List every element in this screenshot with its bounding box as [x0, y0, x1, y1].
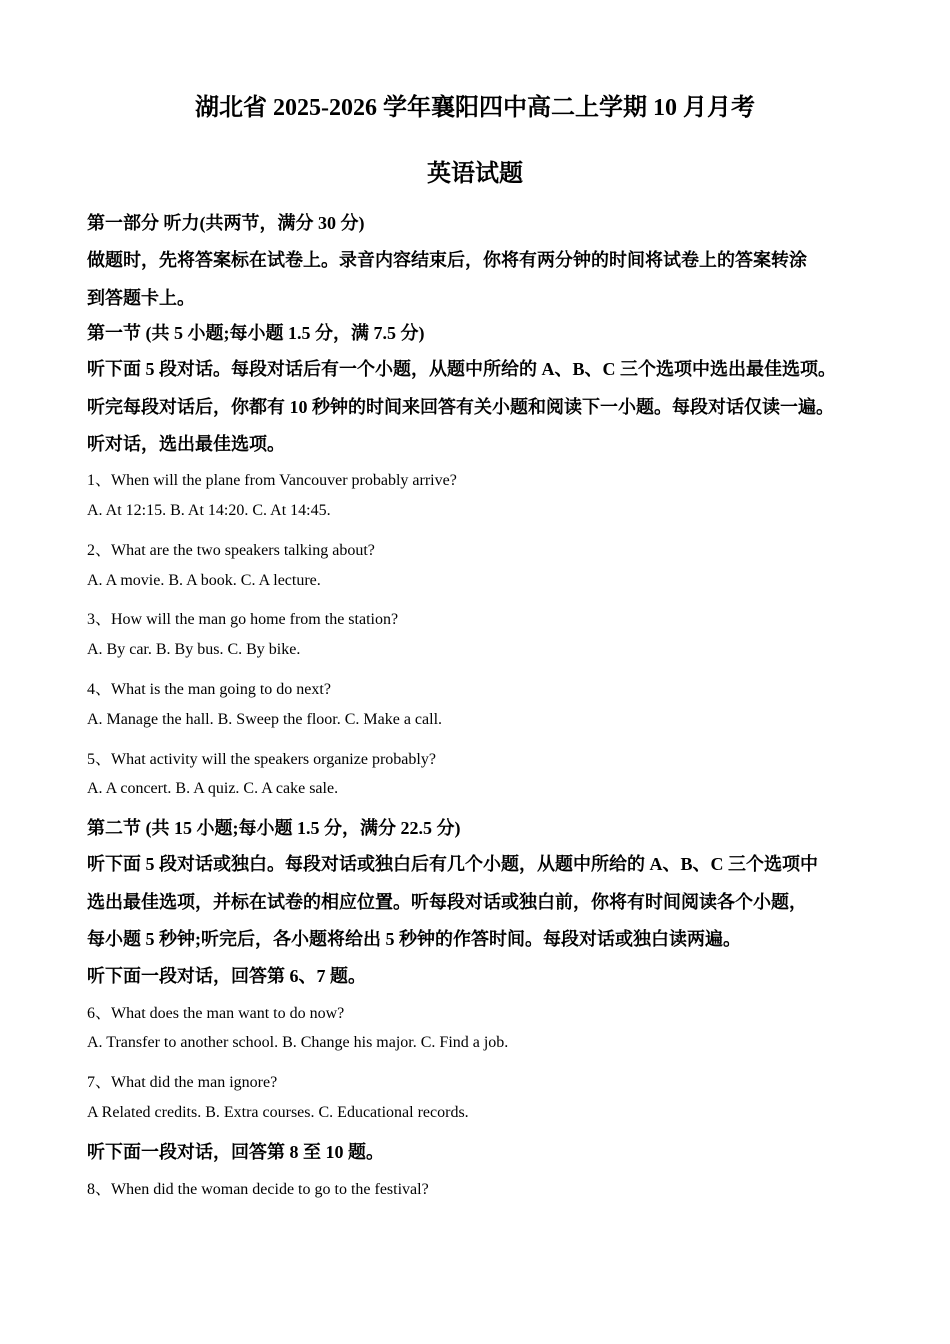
- part1-heading: 第一部分 听力(共两节，满分 30 分): [87, 213, 365, 233]
- question-6: 6、What does the man want to do now?: [87, 1005, 345, 1022]
- section1-instruction-line: 听对话，选出最佳选项。: [87, 434, 285, 454]
- part1-instruction-line: 做题时，先将答案标在试卷上。录音内容结束后，你将有两分钟的时间将试卷上的答案转涂: [87, 250, 807, 270]
- question-1: 1、When will the plane from Vancouver probably arrive?: [87, 472, 457, 489]
- exam-title: 湖北省 2025-2026 学年襄阳四中高二上学期 10 月月考: [195, 95, 755, 121]
- section1-instruction-line: 听下面 5 段对话。每段对话后有一个小题，从题中所给的 A、B、C 三个选项中选出最佳选项。: [87, 359, 836, 379]
- group-heading-8-10: 听下面一段对话，回答第 8 至 10 题。: [87, 1142, 384, 1162]
- exam-subtitle: 英语试题: [427, 161, 523, 187]
- part1-instruction-line: 到答题卡上。: [87, 288, 195, 308]
- group-heading-6-7: 听下面一段对话，回答第 6、7 题。: [87, 966, 366, 986]
- question-3: 3、How will the man go home from the station?: [87, 611, 399, 628]
- section1-heading: 第一节 (共 5 小题;每小题 1.5 分，满 7.5 分): [87, 323, 425, 343]
- section2-heading: 第二节 (共 15 小题;每小题 1.5 分，满分 22.5 分): [87, 818, 461, 838]
- section2-instruction-line: 听下面 5 段对话或独白。每段对话或独白后有几个小题，从题中所给的 A、B、C 三个选项中: [87, 854, 818, 874]
- options-2: A. A movie. B. A book. C. A lecture.: [87, 572, 321, 589]
- question-7: 7、What did the man ignore?: [87, 1074, 278, 1091]
- options-6: A. Transfer to another school. B. Change his major. C. Find a job.: [87, 1034, 509, 1051]
- question-4: 4、What is the man going to do next?: [87, 681, 331, 698]
- section2-instruction-line: 每小题 5 秒钟;听完后，各小题将给出 5 秒钟的作答时间。每段对话或独白读两遍。: [87, 929, 741, 949]
- question-5: 5、What activity will the speakers organize probably?: [87, 751, 436, 768]
- question-8: 8、When did the woman decide to go to the festival?: [87, 1181, 429, 1198]
- section1-instruction-line: 听完每段对话后，你都有 10 秒钟的时间来回答有关小题和阅读下一小题。每段对话仅读一遍。: [87, 397, 834, 417]
- options-3: A. By car. B. By bus. C. By bike.: [87, 641, 301, 658]
- options-4: A. Manage the hall. B. Sweep the floor. C. Make a call.: [87, 711, 443, 728]
- options-5: A. A concert. B. A quiz. C. A cake sale.: [87, 780, 339, 797]
- section2-instruction-line: 选出最佳选项，并标在试卷的相应位置。听每段对话或独白前，你将有时间阅读各个小题，: [87, 892, 807, 912]
- options-7: A Related credits. B. Extra courses. C. Educational records.: [87, 1104, 469, 1121]
- question-2: 2、What are the two speakers talking about?: [87, 542, 375, 559]
- options-1: A. At 12:15. B. At 14:20. C. At 14:45.: [87, 502, 331, 519]
